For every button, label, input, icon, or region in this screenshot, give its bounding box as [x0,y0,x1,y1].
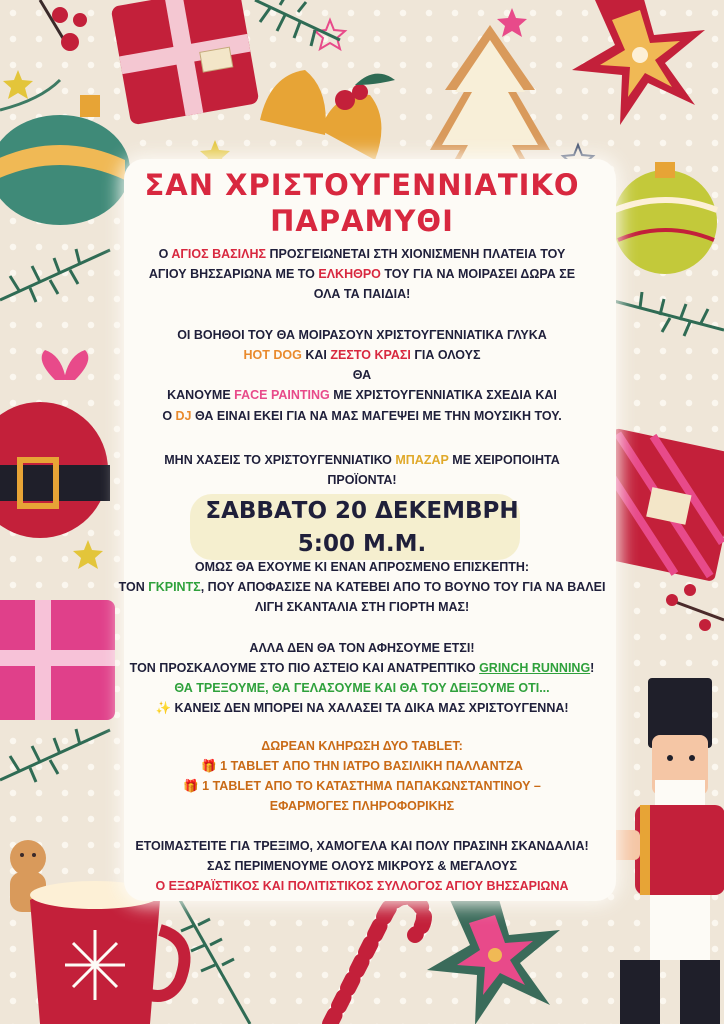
p3-line-2: ΠΡΟΪΟΝΤΑ! [327,473,397,487]
star-icon [497,8,527,37]
p6-line-4: ΕΦΑΡΜΟΓΕΣ ΠΛΗΡΟΦΟΡΙΚΗΣ [269,799,455,813]
p1-line-3: ΟΛΑ ΤΑ ΠΑΙΔΙΑ! [313,287,411,301]
fir-branch-icon [180,900,250,1024]
p5-line-1: ΑΛΛΑ ΔΕΝ ΘΑ ΤΟΝ ΑΦΗΣΟΥΜΕ ΕΤΣΙ! [249,641,475,655]
p2-line-2: HOT DOG ΚΑΙ ΖΕΣΤΟ ΚΡΑΣΙ ΓΙΑ ΟΛΟΥΣ [243,348,481,362]
title-line-1: ΣΑΝ ΧΡΙΣΤΟΥΓΕΝΝΙΑΤΙΚΟ [144,168,580,202]
event-time: 5:00 Μ.Μ. [297,531,427,557]
event-date: ΣΑΒΒΑΤΟ 20 ΔΕΚΕΜΒΡΗ [205,498,519,524]
dj-word: DJ [175,409,192,423]
p2-line-3: ΘΑ [352,368,372,382]
p4-line-1: ΟΜΩΣ ΘΑ ΕΧΟΥΜΕ ΚΙ ΕΝΑΝ ΑΠΡΟΣΜΕΝΟ ΕΠΙΣΚΕΠΤΗ: [194,560,530,574]
santa-name: ΑΓΙΟΣ ΒΑΣΙΛΗΣ [171,247,266,261]
p5-line-4: ✨ ΚΑΝΕΙΣ ΔΕΝ ΜΠΟΡΕΙ ΝΑ ΧΑΛΑΣΕΙ ΤΑ ΔΙΚΑ ΜΑΣ ΧΡΙΣΤΟΥΓΕΝΝΑ! [155,701,569,715]
candy-cane-icon [330,897,424,1024]
p2-line-1: ΟΙ ΒΟΗΘΟΙ ΤΟΥ ΘΑ ΜΟΙΡΑΣΟΥΝ ΧΡΙΣΤΟΥΓΕΝΝΙΑΤΙΚΑ ΓΛΥΚΑ [177,328,547,342]
p6-line-1: ΔΩΡΕΑΝ ΚΛΗΡΩΣΗ ΔΥΟ TABLET: [261,739,463,753]
p5-line-2: ΤΟΝ ΠΡΟΣΚΑΛΟΥΜΕ ΣΤΟ ΠΙΟ ΑΣΤΕΙΟ ΚΑΙ ΑΝΑΤΡΕΠΤΙΚΟ GRINCH RUNNING! [129,661,595,675]
p7-line-2: ΣΑΣ ΠΕΡΙΜΕΝΟΥΜΕ ΟΛΟΥΣ ΜΙΚΡΟΥΣ & ΜΕΓΑΛΟΥΣ [206,859,518,873]
wrapped-gift-icon [111,0,260,125]
organizer-name: Ο ΕΞΩΡΑΪΣΤΙΚΟΣ ΚΑΙ ΠΟΛΙΤΙΣΤΙΚΟΣ ΣΥΛΛΟΓΟΣ ΑΓΙΟΥ ΒΗΣΣΑΡΙΩΝΑ [155,879,569,893]
p3-line-1: ΜΗΝ ΧΑΣΕΙΣ ΤΟ ΧΡΙΣΤΟΥΓΕΝΝΙΑΤΙΚΟ ΜΠΑΖΑΡ ΜΕ ΧΕΙΡΟΠΟΙΗΤΑ [164,453,560,467]
p5-line-3: ΘΑ ΤΡΕΞΟΥΜΕ, ΘΑ ΓΕΛΑΣΟΥΜΕ ΚΑΙ ΘΑ ΤΟΥ ΔΕΙΞΟΥΜΕ ΟΤΙ... [174,681,550,695]
p7-line-1: ΕΤΟΙΜΑΣΤΕΙΤΕ ΓΙΑ ΤΡΕΞΙΜΟ, ΧΑΜΟΓΕΛΑ ΚΑΙ ΠΟΛΥ ΠΡΑΣΙΝΗ ΣΚΑΝΔΑΛΙΑ! [135,839,589,853]
sleigh-word: ΕΛΚΗΘΡΟ [318,267,381,281]
p1-line-1: Ο ΑΓΙΟΣ ΒΑΣΙΛΗΣ ΠΡΟΣΓΕΙΩΝΕΤΑΙ ΣΤΗ ΧΙΟΝΙΣΜΕΝΗ ΠΛΑΤΕΙΑ ΤΟΥ [158,247,566,261]
hotdog-word: HOT DOG [243,348,302,362]
poinsettia-star-icon [572,0,705,125]
p2-line-4: ΚΑΝΟΥΜΕ FACE PAINTING ΜΕ ΧΡΙΣΤΟΥΓΕΝΝΙΑΤΙΚΑ ΣΧΕΔΙΑ ΚΑΙ [167,388,557,402]
p6-line-3: 🎁 1 TABLET ΑΠΟ ΤΟ ΚΑΤΑΣΤΗΜΑ ΠΑΠΑΚΩΝΣΤΑΝΤΙΝΟΥ – [183,779,541,793]
grinch-running-word: GRINCH RUNNING [479,661,591,675]
grinch-word: ΓΚΡΙΝΤΣ [148,580,201,594]
star-icon [3,70,33,99]
gift-icon: 🎁 [183,779,199,793]
p1-line-2: ΑΓΙΟΥ ΒΗΣΣΑΡΙΩΝΑ ΜΕ ΤΟ ΕΛΚΗΘΡΟ ΤΟΥ ΓΙΑ ΝΑ ΜΟΙΡΑΣΕΙ ΔΩΡΑ ΣΕ [148,267,576,281]
sparkle-icon: ✨ [155,701,172,715]
gift-icon: 🎁 [201,759,217,773]
p6-line-2: 🎁 1 TABLET ΑΠΟ ΤΗΝ ΙΑΤΡΟ ΒΑΣΙΛΙΚΗ ΠΑΛΛΑΝΤΖΑ [201,759,523,773]
hot-cocoa-mug-icon [30,881,185,1024]
fir-branch-icon [255,0,340,46]
p2-line-5: Ο DJ ΘΑ ΕΙΝΑΙ ΕΚΕΙ ΓΙΑ ΝΑ ΜΑΣ ΜΑΓΕΨΕΙ ΜΕ ΤΗΝ ΜΟΥΣΙΚΗ ΤΟΥ. [162,409,562,423]
face-painting-word: FACE PAINTING [234,388,330,402]
jingle-bells-icon [260,70,395,160]
p4-line-2: ΤΟΝ ΓΚΡΙΝΤΣ, ΠΟΥ ΑΠΟΦΑΣΙΣΕ ΝΑ ΚΑΤΕΒΕΙ ΑΠΟ ΤΟ ΒΟΥΝΟ ΤΟΥ ΓΙΑ ΝΑ ΒΑΛΕΙ [118,580,606,594]
p4-line-3: ΛΙΓΗ ΣΚΑΝΤΑΛΙΑ ΣΤΗ ΓΙΟΡΤΗ ΜΑΣ! [254,600,470,614]
poinsettia-star-icon [427,885,560,1024]
bazaar-word: ΜΠΑΖΑΡ [395,453,449,467]
title-line-2: ΠΑΡΑΜΥΘΙ [270,204,454,238]
wine-word: ΖΕΣΤΟ ΚΡΑΣΙ [330,348,411,362]
